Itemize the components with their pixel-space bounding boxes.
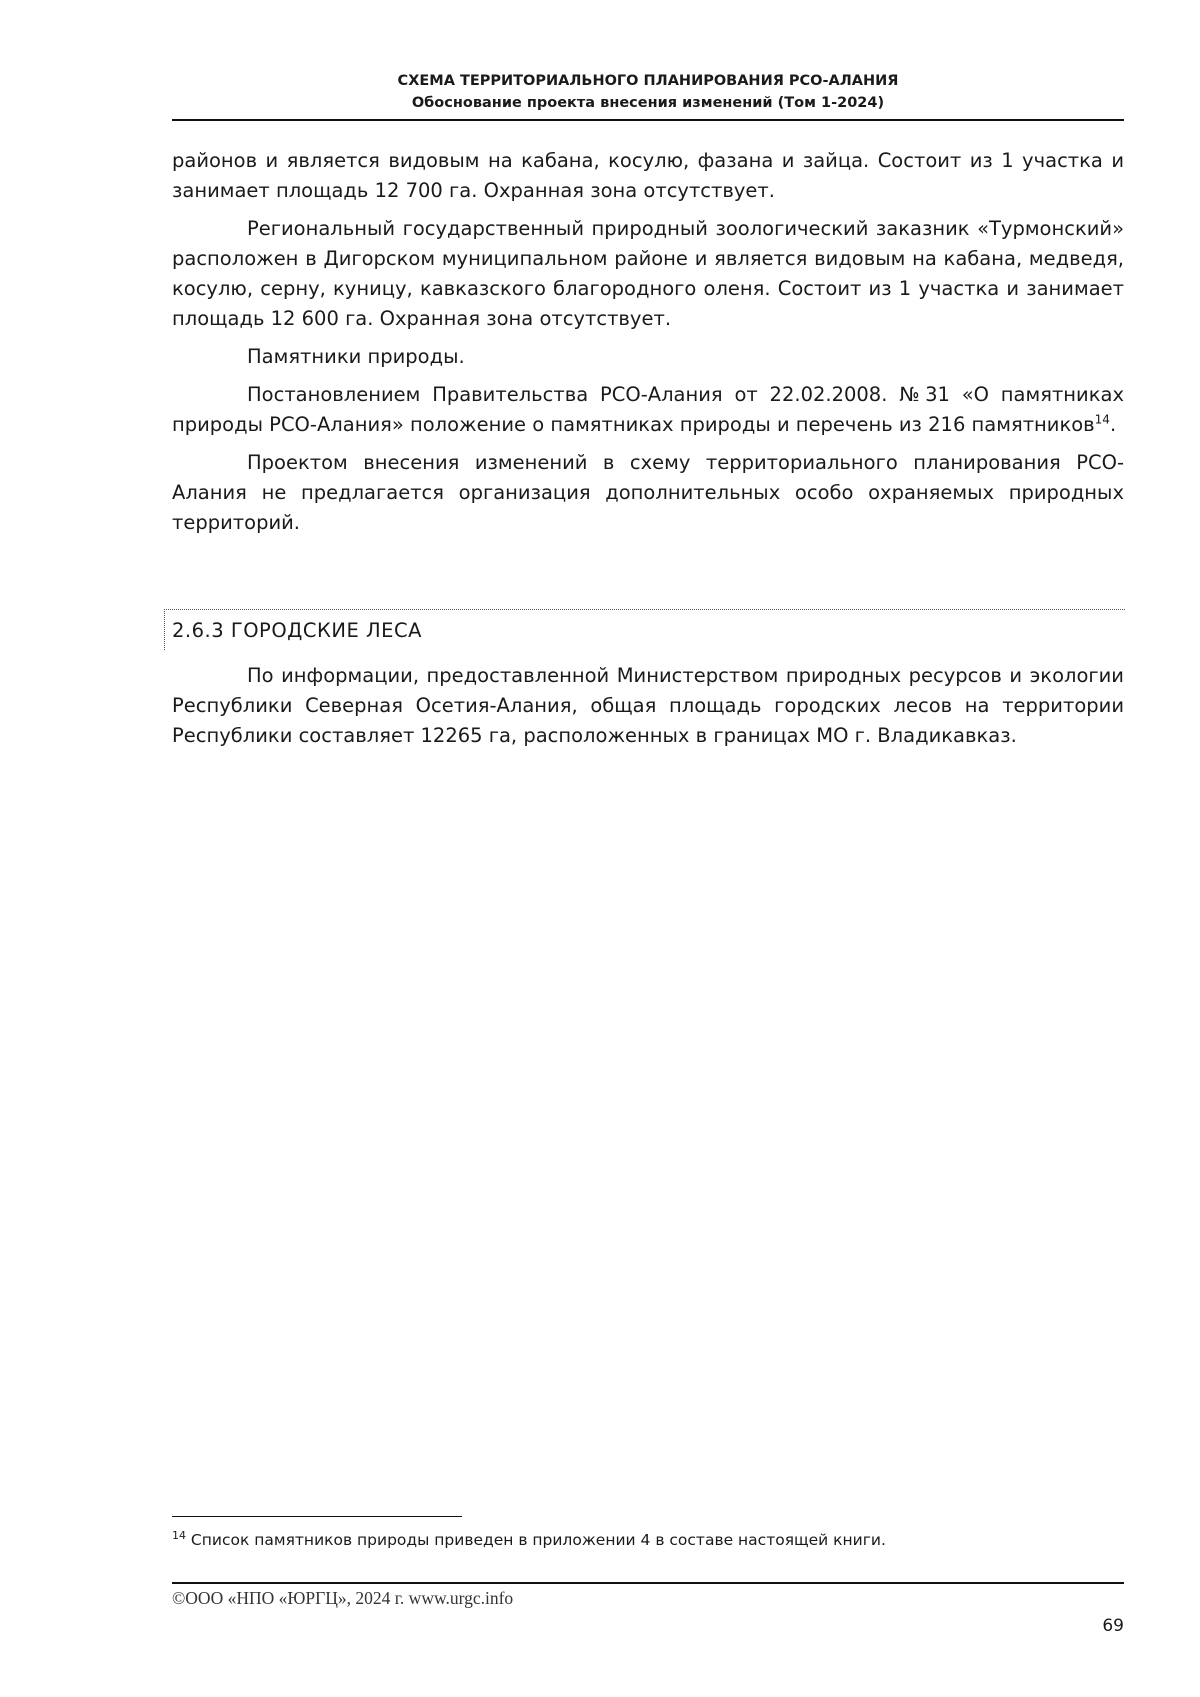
paragraph bbox=[172, 380, 1124, 440]
paragraph: Проектом внесения изменений в схему территориального планирования РСО-Алания не предлагается организация дополнительных особо охраняемых природных территорий. bbox=[172, 451, 1124, 534]
page-header bbox=[172, 70, 1124, 114]
page-number: 69 bbox=[1102, 1616, 1124, 1636]
footnote-ref[interactable]: 14 bbox=[1094, 412, 1110, 427]
main-text bbox=[172, 146, 1124, 546]
section-text bbox=[172, 661, 1124, 751]
footnote-divider bbox=[172, 1516, 462, 1517]
paragraph: районов и является видовым на кабана, косулю, фазана и зайца. Состоит из 1 участка и занимает площадь 12 700 га. Охранная зона отсутствует. bbox=[172, 149, 1124, 202]
footnote-number: 14 bbox=[172, 1528, 186, 1542]
paragraph-text: Постановлением Правительства РСО-Алания от 22.02.2008. №31 «О памятниках природы РСО-Алания» положение о памятниках природы и перечень из 216 памятников bbox=[172, 383, 1124, 436]
footer-divider bbox=[172, 1582, 1124, 1584]
footer-copyright: ©ООО «НПО «ЮРГЦ», 2024 г. www.urgc.info bbox=[172, 1588, 514, 1608]
footnote bbox=[172, 1530, 886, 1550]
header-title: СХЕМА ТЕРРИТОРИАЛЬНОГО ПЛАНИРОВАНИЯ РСО-АЛАНИЯ bbox=[397, 73, 899, 89]
paragraph-end: . bbox=[1109, 413, 1117, 436]
header-divider bbox=[172, 119, 1124, 121]
paragraph: Памятники природы. bbox=[247, 345, 465, 368]
section-heading: 2.6.3 ГОРОДСКИЕ ЛЕСА bbox=[172, 619, 422, 642]
paragraph: Региональный государственный природный зоологический заказник «Турмонский» расположен в Дигорском муниципальном районе и является видовым на кабана, медведя, косулю, серну, куницу, кавказского благородного оленя. Состоит из 1 участка и занимает площадь 12 600 га. Охранная зона отсутствует. bbox=[172, 217, 1124, 330]
header-subtitle: Обоснование проекта внесения изменений (Том 1-2024) bbox=[411, 95, 885, 111]
footnote-text: Список памятников природы приведен в приложении 4 в составе настоящей книги. bbox=[186, 1531, 886, 1549]
paragraph: По информации, предоставленной Министерством природных ресурсов и экологии Республики Северная Осетия-Алания, общая площадь городских лесов на территории Республики составляет 12265 га, расположенных в границах МО г. Владикавказ. bbox=[172, 664, 1124, 747]
